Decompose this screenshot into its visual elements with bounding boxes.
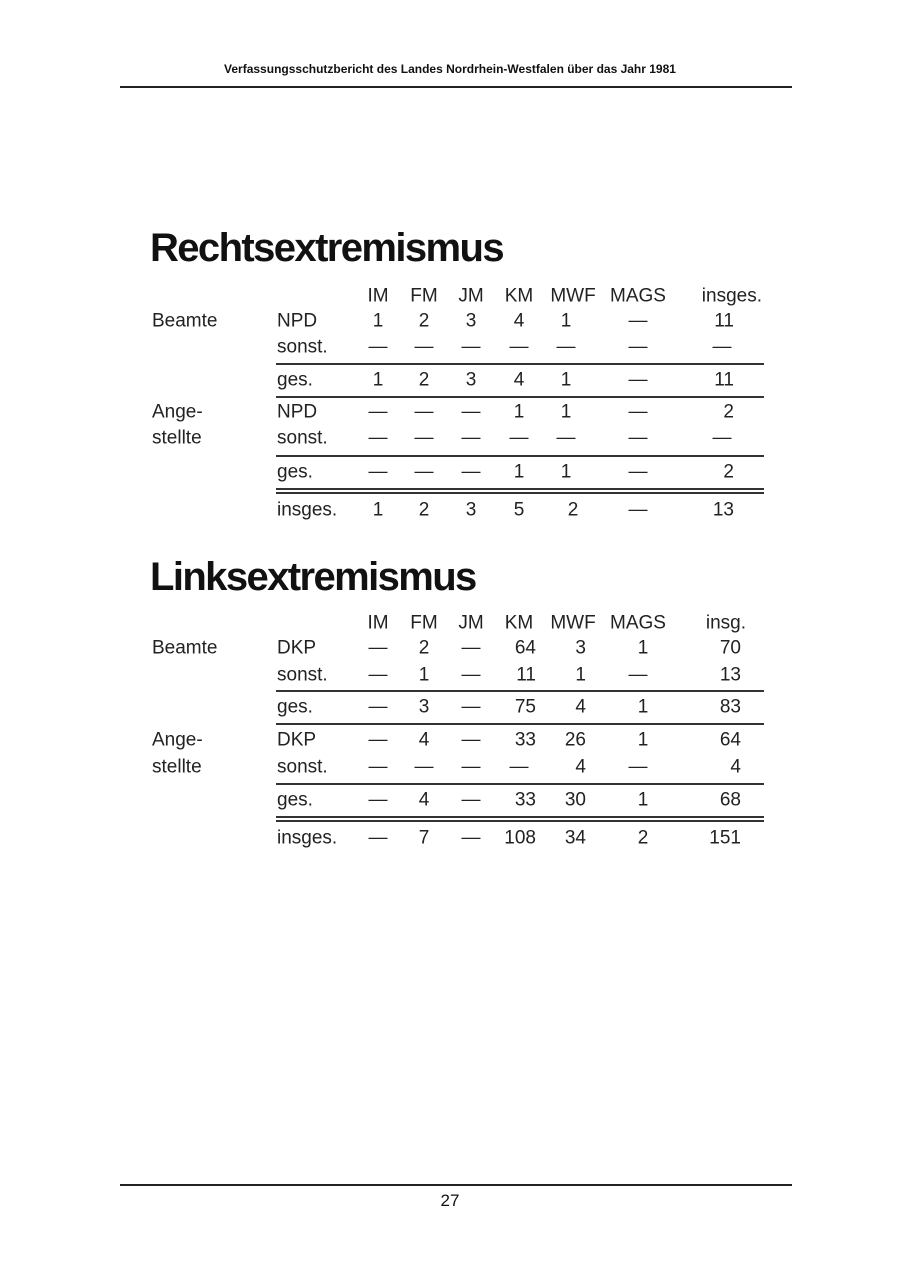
cell: — bbox=[628, 310, 648, 332]
page-header: Verfassungsschutzbericht des Landes Nordrhein-Westfalen über das Jahr 1981 bbox=[224, 62, 676, 76]
cell: 3 bbox=[418, 696, 430, 718]
cell: — bbox=[628, 756, 648, 778]
cell: 33 bbox=[514, 729, 536, 751]
cell: 2 bbox=[723, 461, 734, 483]
cell: — bbox=[461, 336, 481, 358]
cell: — bbox=[628, 499, 648, 521]
total-rule-top bbox=[276, 816, 764, 818]
cell: 1 bbox=[637, 637, 649, 659]
column-header: MWF bbox=[550, 285, 596, 307]
column-header: KM bbox=[504, 612, 534, 634]
row-label: sonst. bbox=[277, 336, 328, 358]
subtotal-rule bbox=[276, 690, 764, 692]
cell: — bbox=[461, 729, 481, 751]
page-number: 27 bbox=[440, 1191, 460, 1210]
cell: — bbox=[509, 756, 529, 778]
cell: 4 bbox=[575, 756, 586, 778]
cell: 70 bbox=[719, 637, 741, 659]
subtotal-rule bbox=[276, 455, 764, 457]
cell: 1 bbox=[560, 461, 572, 483]
row-label: sonst. bbox=[277, 427, 328, 449]
group-label: stellte bbox=[152, 756, 202, 778]
footer-rule bbox=[120, 1184, 792, 1186]
cell: 11 bbox=[714, 310, 734, 332]
cell: 13 bbox=[719, 664, 741, 686]
cell: 2 bbox=[637, 827, 649, 849]
cell: 4 bbox=[730, 756, 741, 778]
row-label: DKP bbox=[277, 637, 317, 659]
row-label: sonst. bbox=[277, 756, 328, 778]
cell: 2 bbox=[418, 637, 430, 659]
cell: — bbox=[368, 461, 388, 483]
group-label: Ange- bbox=[152, 729, 203, 751]
cell: — bbox=[628, 461, 648, 483]
row-label: DKP bbox=[277, 729, 317, 751]
cell: — bbox=[461, 637, 481, 659]
row-label: sonst. bbox=[277, 664, 328, 686]
header-rule bbox=[120, 86, 792, 88]
cell: 3 bbox=[465, 369, 477, 391]
cell: 26 bbox=[564, 729, 586, 751]
cell: 3 bbox=[465, 310, 477, 332]
cell: 2 bbox=[567, 499, 579, 521]
cell: 1 bbox=[372, 369, 384, 391]
cell: — bbox=[368, 637, 388, 659]
group-label: stellte bbox=[152, 427, 202, 449]
cell: 11 bbox=[516, 664, 536, 686]
cell: 151 bbox=[709, 827, 741, 849]
cell: — bbox=[461, 696, 481, 718]
cell: — bbox=[368, 696, 388, 718]
column-header: IM bbox=[367, 285, 389, 307]
cell: 64 bbox=[719, 729, 741, 751]
cell: 4 bbox=[513, 369, 525, 391]
section-title: Rechtsextremismus bbox=[150, 226, 503, 270]
column-header: IM bbox=[367, 612, 389, 634]
cell: 7 bbox=[418, 827, 430, 849]
row-label: NPD bbox=[277, 401, 318, 423]
row-label: NPD bbox=[277, 310, 318, 332]
column-header: MWF bbox=[550, 612, 596, 634]
cell: — bbox=[461, 461, 481, 483]
cell: 34 bbox=[564, 827, 586, 849]
cell: — bbox=[414, 461, 434, 483]
cell: 1 bbox=[575, 664, 586, 686]
cell: 13 bbox=[712, 499, 734, 521]
cell: — bbox=[628, 401, 648, 423]
cell: 2 bbox=[418, 499, 430, 521]
cell: 1 bbox=[418, 664, 430, 686]
cell: 11 bbox=[714, 369, 734, 391]
cell: 64 bbox=[514, 637, 536, 659]
cell: — bbox=[368, 729, 388, 751]
row-label: ges. bbox=[277, 369, 313, 391]
cell: — bbox=[509, 427, 529, 449]
cell: 3 bbox=[575, 637, 586, 659]
cell: 1 bbox=[637, 789, 649, 811]
cell: 4 bbox=[418, 729, 430, 751]
cell: — bbox=[368, 827, 388, 849]
column-header: MAGS bbox=[610, 285, 666, 307]
total-rule-top bbox=[276, 488, 764, 490]
cell: — bbox=[414, 336, 434, 358]
column-header: MAGS bbox=[610, 612, 666, 634]
cell: 1 bbox=[560, 401, 572, 423]
cell: 2 bbox=[418, 310, 430, 332]
cell: — bbox=[368, 401, 388, 423]
cell: — bbox=[509, 336, 529, 358]
total-rule-bottom bbox=[276, 820, 764, 822]
column-header: insges. bbox=[701, 285, 762, 307]
cell: 4 bbox=[575, 696, 586, 718]
cell: — bbox=[628, 664, 648, 686]
cell: 2 bbox=[723, 401, 734, 423]
column-header: FM bbox=[410, 612, 438, 634]
cell: 30 bbox=[564, 789, 586, 811]
cell: — bbox=[368, 664, 388, 686]
cell: — bbox=[628, 336, 648, 358]
cell: — bbox=[414, 427, 434, 449]
row-label: ges. bbox=[277, 461, 313, 483]
cell: 33 bbox=[514, 789, 536, 811]
cell: — bbox=[414, 756, 434, 778]
cell: 1 bbox=[513, 461, 525, 483]
cell: 68 bbox=[719, 789, 741, 811]
cell: 1 bbox=[372, 310, 384, 332]
cell: — bbox=[414, 401, 434, 423]
cell: — bbox=[368, 789, 388, 811]
cell: 1 bbox=[637, 696, 649, 718]
subtotal-rule bbox=[276, 363, 764, 365]
column-header: KM bbox=[504, 285, 534, 307]
cell: — bbox=[712, 336, 732, 358]
cell: 1 bbox=[513, 401, 525, 423]
cell: 1 bbox=[560, 310, 572, 332]
cell: — bbox=[461, 756, 481, 778]
cell: 4 bbox=[418, 789, 430, 811]
cell: — bbox=[368, 427, 388, 449]
cell: 5 bbox=[513, 499, 525, 521]
cell: — bbox=[368, 756, 388, 778]
cell: 4 bbox=[513, 310, 525, 332]
group-rule bbox=[276, 396, 764, 398]
cell: 1 bbox=[372, 499, 384, 521]
cell: — bbox=[628, 369, 648, 391]
cell: 1 bbox=[560, 369, 572, 391]
row-label: ges. bbox=[277, 696, 313, 718]
cell: — bbox=[461, 664, 481, 686]
cell: 108 bbox=[504, 827, 536, 849]
cell: — bbox=[556, 427, 576, 449]
column-header: insg. bbox=[705, 612, 746, 634]
cell: — bbox=[461, 789, 481, 811]
section-title: Linksextremismus bbox=[150, 555, 476, 599]
column-header: FM bbox=[410, 285, 438, 307]
row-label: ges. bbox=[277, 789, 313, 811]
row-label: insges. bbox=[277, 499, 338, 521]
group-label: Beamte bbox=[152, 310, 218, 332]
cell: — bbox=[368, 336, 388, 358]
group-label: Beamte bbox=[152, 637, 218, 659]
cell: — bbox=[628, 427, 648, 449]
column-header: JM bbox=[458, 612, 484, 634]
cell: 83 bbox=[719, 696, 741, 718]
group-label: Ange- bbox=[152, 401, 203, 423]
cell: 1 bbox=[637, 729, 649, 751]
cell: 3 bbox=[465, 499, 477, 521]
row-label: insges. bbox=[277, 827, 338, 849]
column-header: JM bbox=[458, 285, 484, 307]
cell: — bbox=[461, 427, 481, 449]
cell: — bbox=[712, 427, 732, 449]
cell: 75 bbox=[514, 696, 536, 718]
total-rule-bottom bbox=[276, 492, 764, 494]
subtotal-rule bbox=[276, 783, 764, 785]
cell: — bbox=[556, 336, 576, 358]
cell: — bbox=[461, 827, 481, 849]
group-rule bbox=[276, 723, 764, 725]
cell: — bbox=[461, 401, 481, 423]
cell: 2 bbox=[418, 369, 430, 391]
